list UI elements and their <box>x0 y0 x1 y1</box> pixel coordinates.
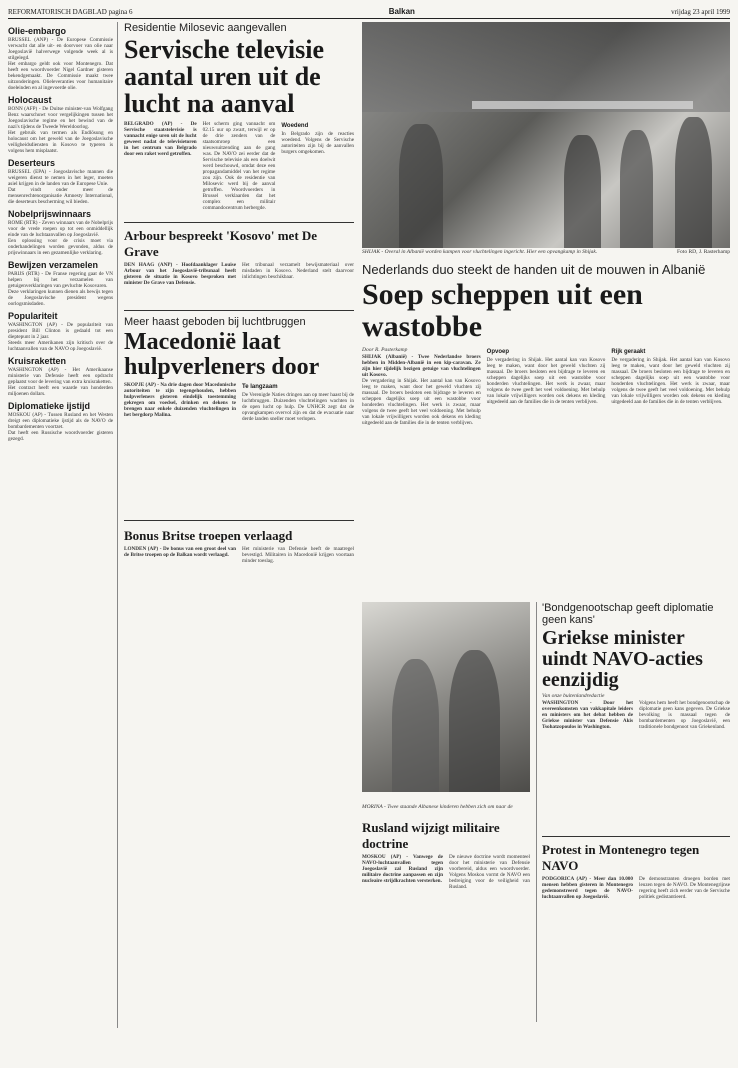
paper-name: REFORMATORISCH DAGBLAD pagina 6 <box>8 8 133 16</box>
sidebar-news-column <box>8 22 118 1028</box>
sidebar-item-lead: BRUSSEL (ANP) - De Europese Commissie verwacht dat alle uit- en doorvoer van olie naar Joegoslavië halverwege volgende week al is stilgelegd. <box>8 37 113 61</box>
article-lead: BELGRADO (AP) - De Servische staatstelevisie is vannacht enige uren uit de lucht geweest nadat de televisietoren in het centrum van Belgrado door een raket werd getroffen. <box>124 121 197 157</box>
divider <box>124 310 354 311</box>
article-arbour <box>124 226 354 306</box>
divider <box>124 222 354 223</box>
sidebar-item-title: Kruisraketten <box>8 356 67 366</box>
sidebar-news-item <box>8 26 113 91</box>
article-byline: Van onze buitenlandredactie <box>542 693 605 699</box>
sidebar-item-body: Deze verklaringen kunnen dienen als bewijs tegen de Joegoslavische president wegens oorlogsmisdaden. <box>8 289 113 307</box>
sidebar-item-title: Diplomatieke ijstijd <box>8 401 91 411</box>
page-header <box>8 6 730 19</box>
article-lead: SHIJAK (Albanië) - Twee Nederlandse broers hebben in Midden-Albanië in een kip-caravan. Ze zijn hier tijdelijk bezigen getuige van vluchtelingen uit Kosovo. <box>362 353 481 378</box>
article-lead: LONDEN (AP) - De bonus van een groot deel van de Britse troepen op de Balkan wordt verlaagd. <box>124 546 236 558</box>
sidebar-item-title: Nobelprijswinnaars <box>8 209 92 219</box>
sidebar-item-title: Deserteurs <box>8 158 56 168</box>
article-kicker: Meer haast geboden bij luchtbruggen <box>124 316 306 328</box>
divider <box>536 602 537 1022</box>
article-headline: Bonus Britse troepen verlaagd <box>124 528 293 543</box>
photo-credit: Foto RD, J. Rasterhamp <box>676 249 730 255</box>
article-subhead: Te langzaam <box>242 384 278 390</box>
sidebar-news-item <box>8 401 113 442</box>
sidebar-news-item <box>8 356 113 397</box>
sidebar-item-lead: BONN (AFP) - De Duitse minister-van Wolfgang Benz waarschuwt voor vergelijkingen tussen het Joegoslavische regime en het bewind van de nazi's tijdens de Tweede Wereldoorlog. <box>8 106 113 130</box>
sidebar-item-title: Bewijzen verzamelen <box>8 260 99 270</box>
sidebar-item-lead: BRUSSEL (EPA) - Joegoslavische mannen die weigeren dienst te nemen in het leger, moeten asiel krijgen in de landen van de Europese Unie. <box>8 169 113 187</box>
article-headline: Griekse minister uindt NAVO-acties eenzijdig <box>542 627 703 691</box>
sidebar-news-item <box>8 209 113 256</box>
sidebar-item-lead: WASHINGTON (AP) - Het Amerikaanse ministerie van Defensie heeft een opdracht geplaatst voor de levering van extra kruisraketten. <box>8 367 113 385</box>
article-headline: Rusland wijzigt militaire doctrine <box>362 820 500 851</box>
article-headline: Protest in Montenegro tegen NAVO <box>542 842 700 873</box>
sidebar-item-body: Het gebruik van termen als Endlösung en holocaust om het geweld van de Joegoslavische veiligheidsdiensten in Kosovo te typeren is volgens hem misplaatst. <box>8 130 113 154</box>
sidebar-item-lead: WASHINGTON (AP) - De populariteit van president Bill Clinton is gedaald tot een dieptepunt in 2 jaar. <box>8 322 113 340</box>
article-body: Het scherm ging vannacht om 02.15 uur op zwart, terwijl er op de drie zenders van de staatsomroep een nieuwsuitzending aan de gang was. De NAVO zei eerder dat de Servische televisie als een doelwit werd beschouwd, omdat deze een propagandamiddel van het regime zou zijn. Ook de residentie van Milosevic werd bij de aanval getroffen. Woordvoerders in Brussel verklaarden dat het complex een militair commandocentrum herbergde. <box>202 121 276 211</box>
article-headline: Soep scheppen uit een wastobbe <box>362 278 643 343</box>
divider <box>124 520 354 521</box>
article-subhead: Woedend <box>281 123 309 129</box>
article-lead: PODGORICA (AP) - Meer dan 10.000 mensen hebben gisteren in Montenegro gedemonstreerd tegen de NAVO-luchtaanvallen op Joegoslavië. <box>542 876 633 900</box>
article-lead: SKOPJE (AP) - Na drie dagen door Macedonische autoriteiten te zijn tegengehouden, hebben hulpverleners gisteren eindelijk toestemming gekregen om voedsel, drinken en dekens te brengen naar enkele duizenden vluchtelingen in het bergdorp Malina. <box>124 382 236 418</box>
sidebar-item-body: Een oplossing voor de crisis moet via onderhandelingen worden gevonden, aldus de prijswinnaars in een gezamenlijke verklaring. <box>8 238 113 256</box>
article-headline: Servische televisie aantal uren uit de lucht na aanval <box>124 35 324 118</box>
article-headline: Macedonië laat hulpverleners door <box>124 329 320 380</box>
article-kicker: 'Bondgenootschap geeft diplomatie geen kans' <box>542 602 714 626</box>
article-headline: Arbour bespreekt 'Kosovo' met De Grave <box>124 228 318 259</box>
article-rusland <box>362 818 530 1018</box>
sidebar-news-item <box>8 260 113 307</box>
article-body: Volgens hem heeft het bondgenootschap de diplomatie geen kans gegeven. De Griekse bevolking is massaal tegen de bombardementen op Joegoslavië, een traditionele bondgenoot van Griekenland. <box>639 699 730 730</box>
article-body: De demonstranten droegen borden met leuzen tegen de NAVO. De Montenegrijnse regering heeft zich eerder van de Servische politiek gedistantieerd. <box>639 876 730 900</box>
photo-children-morina <box>362 602 530 792</box>
article-lead: DEN HAAG (ANP) - Hoofdaanklager Louise Arbour van het Joegoslavië-tribunaal heeft gisteren de situatie in Kosovo besproken met minister De Grave van Defensie. <box>124 262 236 286</box>
sidebar-item-lead: ROME (RTR) - Zeven winnaars van de Nobelprijs voor de vrede roepen op tot een onmiddellijk einde van de luchtaanvallen op Joegoslavië. <box>8 220 113 238</box>
article-bonus <box>124 526 354 646</box>
article-subhead: Opvoep <box>486 349 510 355</box>
article-body: De Verenigde Naties dringen aan op meer haast bij de luchtbruggen. Duizenden vluchtelingen wachten in de open lucht op hulp. De UNHCR zegt dat de opvangkampen overvol zijn en dat de evacuatie naar derde landen sneller moet verlopen. <box>242 392 354 422</box>
article-body: Het tribunaal verzamelt bewijsmateriaal over misdaden in Kosovo. Nederland stelt daarvoor inlichtingen beschikbaar. <box>242 262 354 280</box>
article-body-repeat-2: De vergadering in Shijak. Het aantal kan van Kosovo leeg te maken, want door het geweld vluchten zij massaal. De broers besloten een bijdrage te leveren en scheppen dagelijks soep uit een wastobbe voor honderden vluchtelingen. Het werk is zwaar, maar volgens de twee geeft het veel voldoening. Met behulp van lokale vrijwilligers worden ook dekens en kleding uitgedeeld aan de families die in de tenten verblijven. <box>611 357 730 405</box>
article-kicker: Nederlands duo steekt de handen uit de mouwen in Albanië <box>362 262 706 277</box>
sidebar-news-item <box>8 311 113 352</box>
article-kicker: Residentie Milosevic aangevallen <box>124 22 287 34</box>
sidebar-news-item <box>8 158 113 205</box>
sidebar-item-title: Olie-embargo <box>8 26 67 36</box>
article-subhead-2: Rijk geraakt <box>611 349 646 355</box>
sidebar-item-body: Steeds meer Amerikanen zijn kritisch over de luchtaanvallen van de NAVO op Joegoslavië. <box>8 340 113 352</box>
article-servische-televisie <box>124 22 354 217</box>
article-griekse-minister <box>542 602 730 832</box>
article-lead: WASHINGTON - Door het overeenkomsten van vakkapitale leiders en ministers om het debat hebben de Griekse minister van Defensie Akis Tsohatzopoulos in Washington. <box>542 699 633 730</box>
article-body-repeat: De vergadering in Shijak. Het aantal kan van Kosovo leeg te maken, want door het geweld vluchten zij massaal. De broers besloten een bijdrage te leveren en scheppen dagelijks soep uit een wastobbe voor honderden vluchtelingen. Het werk is zwaar, maar volgens de twee geeft het veel voldoening. Met behulp van lokale vrijwilligers worden ook dekens en kleding uitgedeeld aan de families die in de tenten verblijven. <box>486 357 606 405</box>
section-title: Balkan <box>388 7 415 16</box>
photo-caption: SHIJAK - Overal in Albanië worden kampen voor vluchtelingen ingericht. Hier een opvangkamp in Shijak. <box>362 249 598 255</box>
article-body: De nieuwe doctrine wordt momenteel door het ministerie van Defensie voorbereid, aldus een woordvoerder. Volgens Moskou vormt de NAVO een bedreiging voor de veiligheid van Rusland. <box>449 854 530 890</box>
sidebar-item-body: Het contract heeft een waarde van honderden miljoenen dollars. <box>8 385 113 397</box>
article-protest-montenegro <box>542 840 730 1020</box>
photo-top-caption-row <box>362 249 730 258</box>
article-byline: Door R. Pasterkamp <box>362 347 408 353</box>
article-lead: MOSKOU (AP) - Vanwege de NAVO-luchtaanvallen tegen Joegoslavië zal Rusland zijn militaire doctrine aanpassen en zijn nucleaire strijdkrachten versterken. <box>362 854 443 884</box>
article-body: De vergadering in Shijak. Het aantal kan van Kosovo leeg te maken, want door het geweld vluchten zij massaal. De broers besloten een bijdrage te leveren en scheppen dagelijks soep uit een wastobbe voor honderden vluchtelingen. Het werk is zwaar, maar volgens de twee geeft het veel voldoening. Met behulp van lokale vrijwilligers worden ook dekens en kleding uitgedeeld aan de families die in de tenten verblijven. <box>362 377 481 426</box>
sidebar-item-title: Holocaust <box>8 95 52 105</box>
sidebar-item-body: Het embargo geldt ook voor Montenegro. Dat heeft een woordvoerder Nigel Gardner gisteren bekendgemaakt. De Commissie maakt twee uitzonderingen. Olieleveranties voor humanitaire doeleinden en al ingevoerde olie. <box>8 61 113 91</box>
sidebar-news-item <box>8 95 113 154</box>
article-macedonie <box>124 316 354 516</box>
article-soep-scheppen <box>362 262 730 598</box>
sidebar-item-lead: MOSKOU (AP) - Tussen Rusland en het Westen dreigt een diplomatieke ijstijd als de NAVO de bombardementen voortzet. <box>8 412 113 430</box>
page-date: vrijdag 23 april 1999 <box>671 8 730 16</box>
photo-caption: MORINA - Twee staande Albanese kinderen hebben zich om naar de <box>362 804 513 810</box>
photo-refugee-camp-shijak <box>362 22 730 248</box>
article-body-2: In Belgrado zijn de reacties woedend. Volgens de Servische autoriteiten zijn bij de aanvallen burgers omgekomen. <box>281 131 354 155</box>
article-body: Het ministerie van Defensie heeft de maatregel bevestigd. Militairen in Macedonië krijgen voortaan minder toeslag. <box>242 546 354 564</box>
sidebar-item-body: Dat heeft een Russische woordvoerder gisteren gezegd. <box>8 430 113 442</box>
divider <box>542 836 730 837</box>
sidebar-item-lead: PARIJS (RTR) - De Franse regering gaat de VN helpen bij het verzamelen van getuigenverklaringen van gevluchte Kosovaren. <box>8 271 113 289</box>
sidebar-item-title: Populariteit <box>8 311 58 321</box>
photo-mid-caption-row <box>362 795 530 813</box>
sidebar-item-body: Dat vindt onder meer de mensenrechtenorganisatie Amnesty International, die deserteurs bescherming wil bieden. <box>8 187 113 205</box>
